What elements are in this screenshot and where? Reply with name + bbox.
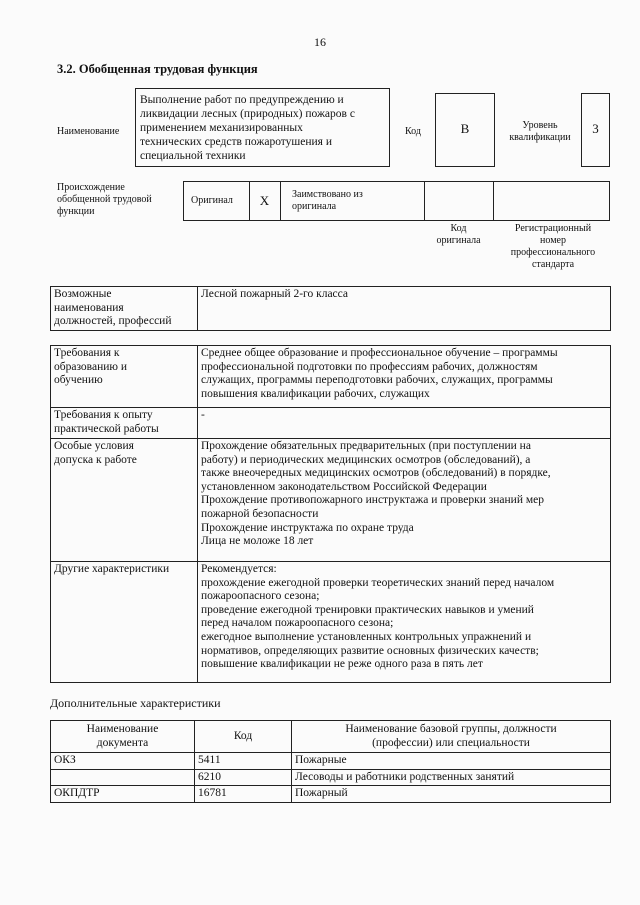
table-row [51, 346, 611, 408]
requirement-label: Особые условия допуска к работе [51, 439, 198, 562]
borrowed-label: Заимствовано из оригинала [292, 189, 363, 212]
row-name: Пожарные [292, 753, 611, 770]
row-name: Пожарный [292, 786, 611, 803]
reg-number-label: Регистрационный номер профессионального стандарта [510, 223, 596, 270]
row-doc: ОКПДТР [51, 786, 195, 803]
requirement-value: Среднее общее образование и профессиональное обучение – программы профессиональной подготовки по профессиям рабочих, должностям служащих, программы переподготовки рабочих, служащих, программы повышения квалификации рабочих, служащих [198, 346, 611, 408]
requirement-label: Другие характеристики [51, 562, 198, 683]
additional-table [50, 720, 611, 803]
table-row [51, 786, 611, 803]
row-doc: ОКЗ [51, 753, 195, 770]
table-row [51, 439, 611, 562]
original-mark: X [259, 193, 270, 208]
name-label: Наименование [57, 126, 120, 137]
row-code: 6210 [195, 769, 292, 786]
positions-value: Лесной пожарный 2-го класса [198, 287, 611, 331]
origin-box [183, 181, 610, 221]
level-label: Уровень квалификации [509, 120, 571, 143]
header-code: Код [195, 721, 292, 753]
table-row [51, 408, 611, 439]
positions-label: Возможные наименования должностей, профессий [51, 287, 198, 331]
additional-title: Дополнительные характеристики [50, 696, 221, 710]
code-value: B [460, 121, 470, 136]
page-number: 16 [314, 35, 326, 49]
requirement-label: Требования к образованию и обучению [51, 346, 198, 408]
original-label: Оригинал [191, 195, 233, 206]
requirement-value: Прохождение обязательных предварительных (при поступлении на работу) и периодических медицинских осмотров (обследований), а также внеочередных медицинских осмотров (обследований) в порядке, установленном законодательством Российской Федерации Прохождение противопожарного инструктажа и проверки знаний мер пожарной безопасности Прохождение инструктажа по охране труда Лица не моложе 18 лет [198, 439, 611, 562]
positions-table [50, 286, 611, 331]
row-code: 16781 [195, 786, 292, 803]
table-header-row [51, 721, 611, 753]
section-title: 3.2. Обобщенная трудовая функция [57, 62, 258, 76]
origin-label: Происхождение обобщенной трудовой функции [57, 182, 152, 217]
row-name: Лесоводы и работники родственных занятий [292, 769, 611, 786]
header-group: Наименование базовой группы, должности (профессии) или специальности [292, 721, 611, 753]
name-value: Выполнение работ по предупреждению и ликвидации лесных (природных) пожаров с применением механизированных технических средств пожаротушения и специальной техники [140, 94, 355, 162]
requirements-table [50, 345, 611, 683]
row-code: 5411 [195, 753, 292, 770]
table-row [51, 769, 611, 786]
code-label: Код [405, 126, 421, 137]
requirement-label: Требования к опыту практической работы [51, 408, 198, 439]
table-row [51, 562, 611, 683]
requirement-value: Рекомендуется: прохождение ежегодной проверки теоретических знаний перед началом пожароопасного сезона; проведение ежегодной тренировки практических навыков и умений перед началом пожароопасного сезона; ежегодное выполнение установленных контрольных упражнений и нормативов, определяющих развитие основных физических качеств; повышение квалификации не реже одного раза в пять лет [198, 562, 611, 683]
table-row [51, 753, 611, 770]
row-doc [51, 769, 195, 786]
code-original-label: Код оригинала [436, 223, 481, 246]
header-doc: Наименование документа [51, 721, 195, 753]
level-value: 3 [592, 121, 599, 136]
requirement-value: - [198, 408, 611, 439]
